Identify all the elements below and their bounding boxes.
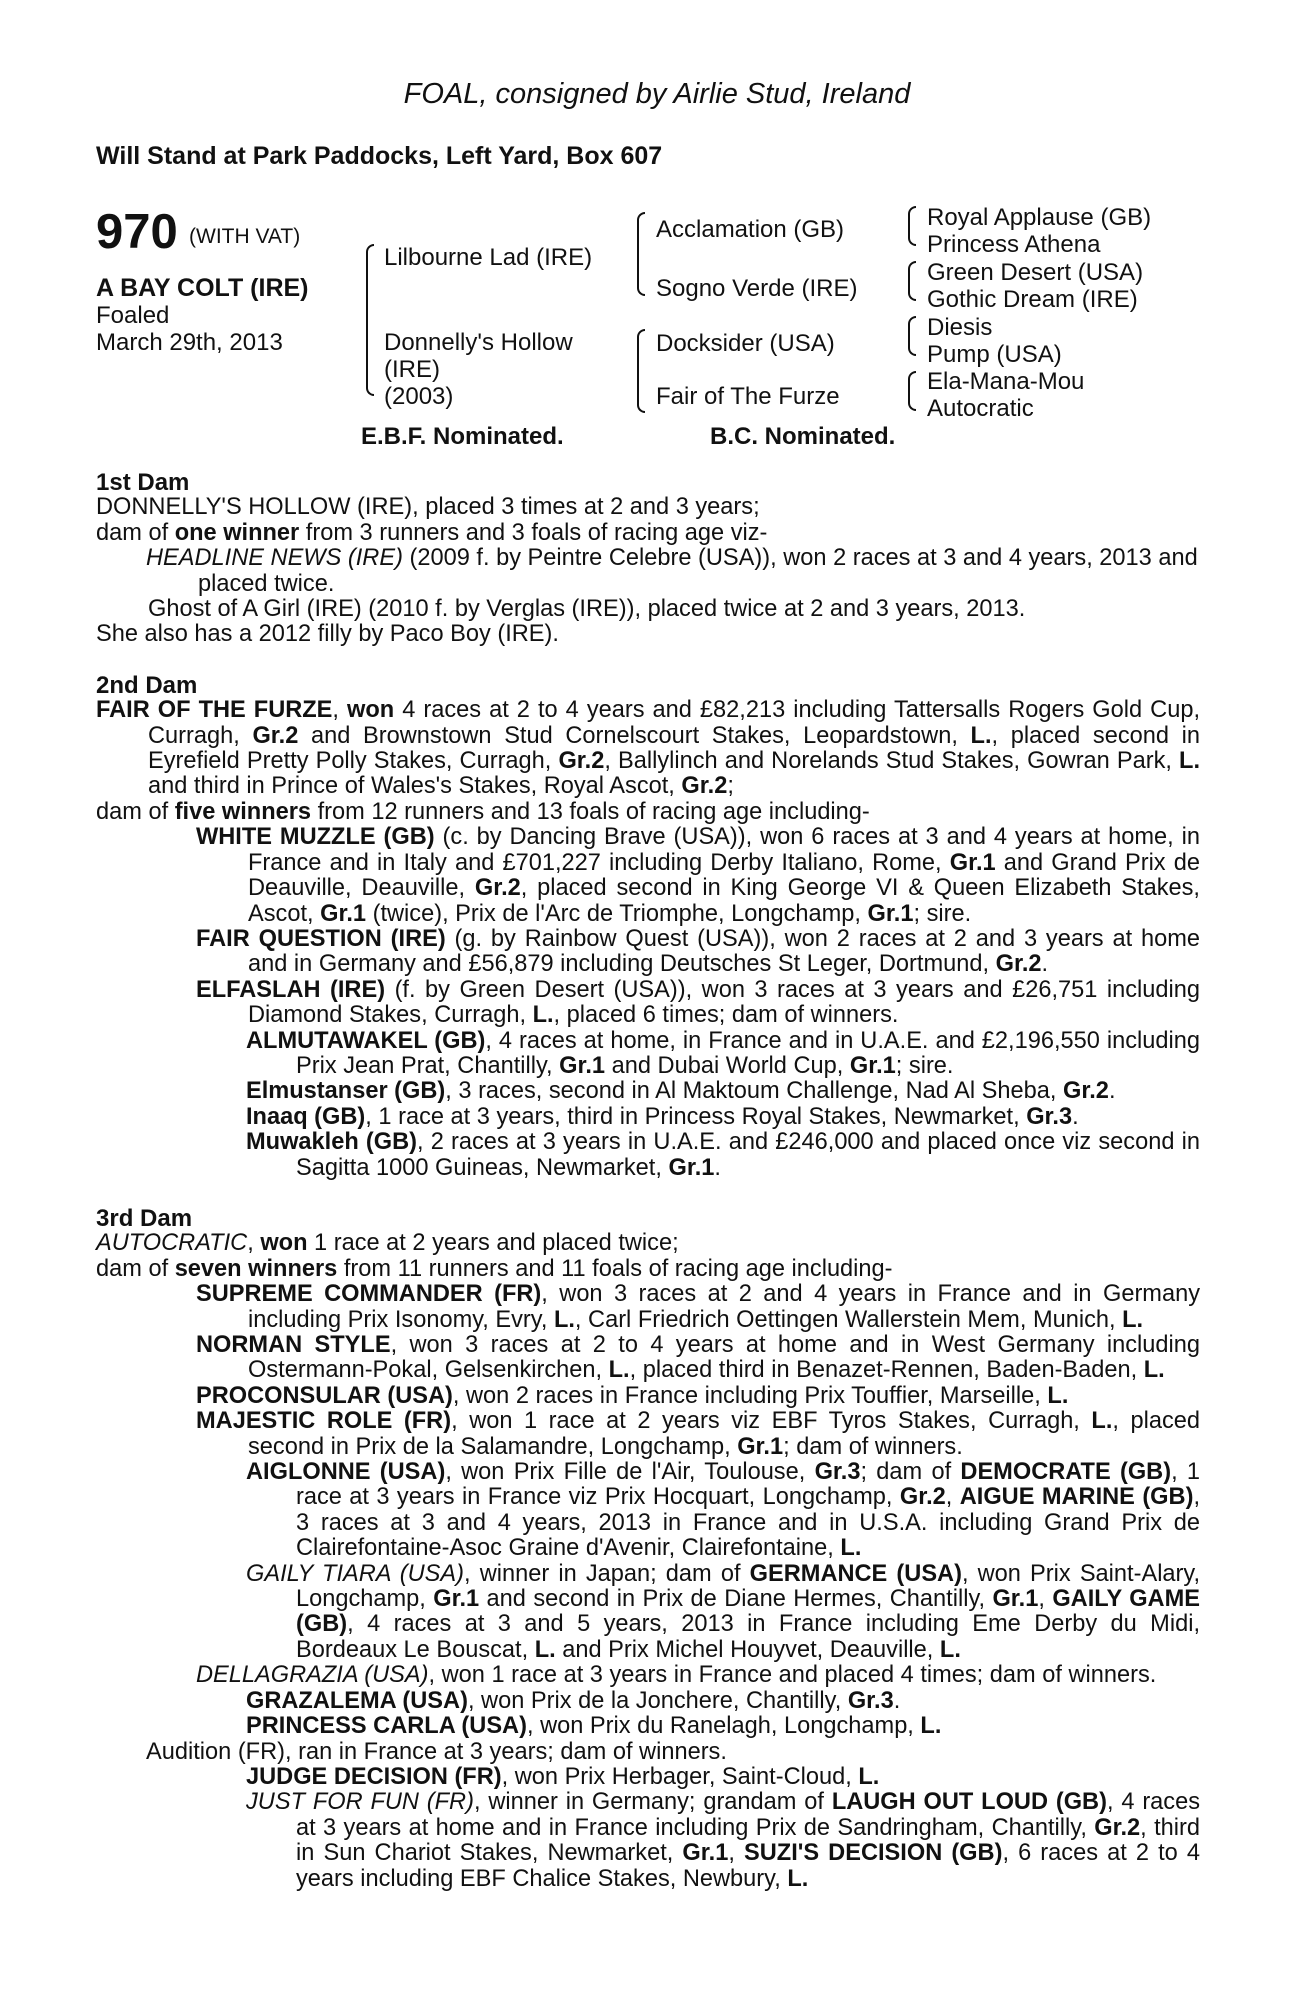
third-dam-produce-4: MAJESTIC ROLE (FR), won 1 race at 2 years viz EBF Tyros Stakes, Curragh, L., placed second in Prix de la Salamandre, Longchamp, Gr.1; dam of winners. bbox=[196, 1408, 1201, 1460]
second-dam-grandproduce-4: Muwakleh (GB), 2 races at 3 years in U.A.E. and £246,000 and placed once viz second in Sagitta 1000 Guineas, Newmarket, Gr.1. bbox=[246, 1129, 1200, 1181]
second-dam-grandproduce-2: Elmustanser (GB), 3 races, second in Al Maktoum Challenge, Nad Al Sheba, Gr.2. bbox=[246, 1078, 1116, 1105]
second-dam-produce-3: ELFASLAH (IRE) (f. by Green Desert (USA)), won 3 races at 3 years and £26,751 including Diamond Stakes, Curragh, L., placed 6 times; dam of winners. bbox=[196, 976, 1201, 1029]
third-dam-record: AUTOCRATIC, won 1 race at 2 years and placed twice; bbox=[96, 1230, 679, 1257]
first-dam-produce-summary: dam of one winner from 3 runners and 3 foals of racing age viz- bbox=[96, 519, 768, 546]
pedigree-dam-dam: Fair of The Furze bbox=[656, 383, 840, 410]
pedigree-brace-3a bbox=[908, 206, 916, 246]
second-dam-produce-1: WHITE MUZZLE (GB) (c. by Dancing Brave (USA)), won 6 races at 3 and 4 years at home, in France and in Italy and £701,227 including Derby Italiano, Rome, Gr.1 and Grand Prix de Deauville, Deauville, Gr.2, placed second in King George VI & Queen Elizabeth Stakes, Ascot, Gr.1 (twice), Prix de l'Arc de Triomphe, Longchamp, Gr.1; sire. bbox=[196, 824, 1200, 927]
pedigree-notes bbox=[96, 470, 1200, 1892]
third-dam-grandproduce-1: AIGLONNE (USA), won Prix Fille de l'Air, Toulouse, Gr.3; dam of DEMOCRATE (GB), 1 race at 3 years in France viz Prix Hocquart, Longchamp, Gr.2, AIGUE MARINE (GB), 3 races at 3 and 4 years, 2013 in France and in U.S.A. including Grand Prix de Clairefontaine-Asoc Graine d'Avenir, Clairefontaine, L. bbox=[246, 1459, 1201, 1562]
third-dam-produce-1: SUPREME COMMANDER (FR), won 3 races at 2 and 4 years in France and in Germany including Prix Isonomy, Evry, L., Carl Friedrich Oettingen Wallerstein Mem, Munich, L. bbox=[196, 1281, 1201, 1333]
third-dam-grandproduce-4: PRINCESS CARLA (USA), won Prix du Ranelagh, Longchamp, L. bbox=[246, 1713, 942, 1740]
second-dam-heading: 2nd Dam bbox=[96, 671, 198, 699]
third-dam-produce-summary: dam of seven winners from 11 runners and 11 foals of racing age including- bbox=[96, 1255, 893, 1282]
pedigree-g3-4: Gothic Dream (IRE) bbox=[927, 286, 1138, 313]
foaled-label: Foaled bbox=[96, 302, 170, 329]
second-dam-grandproduce-1: ALMUTAWAKEL (GB), 4 races at home, in France and in U.A.E. and £2,196,550 including Prix Jean Prat, Chantilly, Gr.1 and Dubai World Cup, Gr.1; sire. bbox=[246, 1027, 1200, 1079]
third-dam-grandproduce-2: GAILY TIARA (USA), winner in Japan; dam of GERMANCE (USA), won Prix Saint-Alary, Longchamp, Gr.1 and second in Prix de Diane Hermes, Chantilly, Gr.1, GAILY GAME (GB), 4 races at 3 and 5 years, 2013 in France including Eme Derby du Midi, Bordeaux Le Bouscat, L. and Prix Michel Houyvet, Deauville, L. bbox=[246, 1560, 1201, 1663]
pedigree-brace-2b bbox=[637, 329, 645, 413]
ebf-nominated: E.B.F. Nominated. bbox=[361, 423, 564, 450]
third-dam-grandproduce-3: GRAZALEMA (USA), won Prix de la Jonchere, Chantilly, Gr.3. bbox=[246, 1687, 901, 1714]
pedigree-brace-2a bbox=[637, 212, 645, 296]
third-dam-heading: 3rd Dam bbox=[96, 1204, 193, 1232]
horse-name: A BAY COLT (IRE) bbox=[96, 274, 309, 302]
pedigree-g3-1: Royal Applause (GB) bbox=[927, 204, 1152, 231]
pedigree-g3-8: Autocratic bbox=[927, 395, 1034, 422]
pedigree-dam-1: Donnelly's Hollow bbox=[384, 329, 573, 356]
first-dam-produce-2: Ghost of A Girl (IRE) (2010 f. by Verglas (IRE)), placed twice at 2 and 3 years, 2013. bbox=[148, 596, 1026, 623]
third-dam-produce-3: PROCONSULAR (USA), won 2 races in France including Prix Touffier, Marseille, L. bbox=[196, 1382, 1069, 1409]
pedigree-g3-5: Diesis bbox=[927, 314, 993, 341]
pedigree-brace-3b bbox=[908, 261, 916, 301]
pedigree-g3-6: Pump (USA) bbox=[927, 341, 1062, 368]
pedigree-brace-3d bbox=[908, 371, 916, 411]
pedigree-brace-1 bbox=[366, 244, 374, 396]
pedigree-g3-2: Princess Athena bbox=[927, 231, 1101, 258]
pedigree-sire-dam: Sogno Verde (IRE) bbox=[656, 275, 858, 302]
second-dam-produce-summary: dam of five winners from 12 runners and 13 foals of racing age including- bbox=[96, 798, 870, 825]
pedigree-g3-7: Ela-Mana-Mou bbox=[927, 368, 1085, 395]
pedigree-g3-3: Green Desert (USA) bbox=[927, 259, 1144, 286]
first-dam-produce-1: HEADLINE NEWS (IRE) (2009 f. by Peintre Celebre (USA)), won 2 races at 3 and 4 years, 2013 and placed twice. bbox=[146, 545, 1198, 597]
third-dam-grandproduce-6: JUST FOR FUN (FR), winner in Germany; grandam of LAUGH OUT LOUD (GB), 4 races at 3 years at home and in France including Prix de Sandringham, Chantilly, Gr.2, third in Sun Chariot Stakes, Newmarket, Gr.1, SUZI'S DECISION (GB), 6 races at 2 to 4 years including EBF Chalice Stakes, Newbury, L. bbox=[246, 1789, 1201, 1892]
pedigree-brace-3c bbox=[908, 316, 916, 356]
first-dam-heading: 1st Dam bbox=[96, 469, 190, 496]
pedigree-sire: Lilbourne Lad (IRE) bbox=[384, 244, 593, 271]
location-line: Will Stand at Park Paddocks, Left Yard, Box 607 bbox=[96, 142, 663, 170]
foaled-date: March 29th, 2013 bbox=[96, 329, 283, 356]
vat-note: (WITH VAT) bbox=[189, 225, 301, 248]
pedigree-dam-3: (2003) bbox=[384, 383, 454, 410]
third-dam-produce-5: DELLAGRAZIA (USA), won 1 race at 3 years in France and placed 4 times; dam of winners. bbox=[196, 1662, 1157, 1689]
third-dam-grandproduce-5: JUDGE DECISION (FR), won Prix Herbager, Saint-Cloud, L. bbox=[246, 1763, 880, 1790]
third-dam-produce-6: Audition (FR), ran in France at 3 years; dam of winners. bbox=[146, 1738, 727, 1765]
third-dam-produce-2: NORMAN STYLE, won 3 races at 2 to 4 years at home and in West Germany including Ostermann-Pokal, Gelsenkirchen, L., placed third in Benazet-Rennen, Baden-Baden, L. bbox=[196, 1332, 1201, 1384]
second-dam-produce-2: FAIR QUESTION (IRE) (g. by Rainbow Quest (USA)), won 2 races at 2 and 3 years at home and in Germany and £56,879 including Deutsches St Leger, Dortmund, Gr.2. bbox=[196, 925, 1200, 978]
first-dam-note: She also has a 2012 filly by Paco Boy (IRE). bbox=[96, 621, 559, 648]
pedigree-dam-2: (IRE) bbox=[384, 356, 440, 383]
pedigree-dam-sire: Docksider (USA) bbox=[656, 330, 835, 357]
consignment-header: FOAL, consigned by Airlie Stud, Ireland bbox=[403, 78, 911, 110]
second-dam-record: FAIR OF THE FURZE, won 4 races at 2 to 4 years and £82,213 including Tattersalls Rogers Gold Cup, Curragh, Gr.2 and Brownstown Stud Cornelscourt Stakes, Leopardstown, L., placed second in Eyrefield Pretty Polly Stakes, Curragh, Gr.2, Ballylinch and Norelands Stud Stakes, Gowran Park, L. and third in Prince of Wales's Stakes, Royal Ascot, Gr.2; bbox=[96, 697, 1200, 800]
first-dam-line: DONNELLY'S HOLLOW (IRE), placed 3 times at 2 and 3 years; bbox=[96, 494, 760, 521]
pedigree-sire-sire: Acclamation (GB) bbox=[656, 216, 845, 243]
second-dam-grandproduce-3: Inaaq (GB), 1 race at 3 years, third in Princess Royal Stakes, Newmarket, Gr.3. bbox=[246, 1103, 1079, 1130]
bc-nominated: B.C. Nominated. bbox=[710, 423, 896, 450]
lot-number: 970 bbox=[96, 205, 178, 259]
